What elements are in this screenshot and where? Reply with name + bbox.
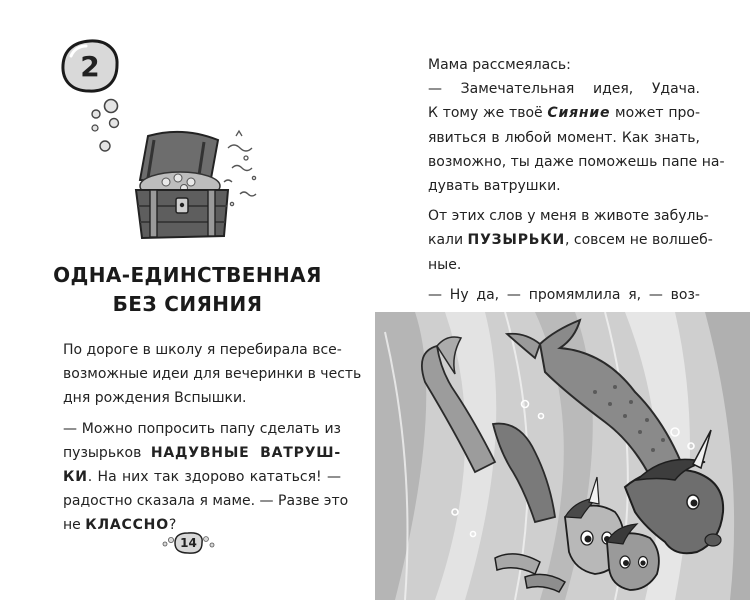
chapter-title (40, 261, 335, 319)
text-line: дня рождения Вспышки. (63, 390, 247, 407)
text-line: К тому же твоё Сияние может про- (428, 105, 700, 122)
text-line: — Ну да, — промямлила я, — воз- (428, 286, 700, 303)
page-number-badge (161, 531, 216, 555)
emphasis-text: Сияние (547, 105, 611, 122)
bubbles-icon (86, 98, 126, 156)
chapter-title-line-2: БЕЗ СИЯНИЯ (112, 292, 263, 316)
text-line: Мама рассмеялась: (428, 57, 571, 73)
chapter-number-badge (60, 38, 120, 94)
text-line: возможные идеи для вечеринки в честь (63, 366, 362, 383)
left-page-text (63, 338, 362, 538)
text-line: пузырьков НАДУВНЫЕ ВАТРУШ- (63, 444, 341, 461)
text-line: радостно сказала я маме. — Разве это (63, 493, 349, 510)
text-line: — Можно попросить папу сделать из (63, 420, 341, 437)
right-page-text (428, 53, 725, 331)
text-line: дувать ватрушки. (428, 178, 561, 195)
page-number: 14 (180, 536, 197, 550)
text-line: кали ПУЗЫРЬКИ, совсем не волшеб- (428, 232, 713, 249)
text-line: ные. (428, 256, 462, 273)
text-line: явиться в любой момент. Как знать, (428, 129, 700, 146)
text-line: возможно, ты даже поможешь папе на- (428, 153, 725, 170)
chapter-title-line-1: ОДНА-ЕДИНСТВЕННАЯ (53, 263, 322, 287)
chapter-number: 2 (80, 49, 100, 83)
sea-unicorns-illustration (375, 312, 750, 600)
text-line: не КЛАССНО? (63, 517, 177, 534)
emphasis-text: КЛАССНО (85, 517, 169, 534)
emphasis-text: КИ (63, 469, 88, 486)
text-line: КИ. На них так здорово кататься! — (63, 469, 341, 486)
text-line: — Замечательная идея, Удача. (428, 81, 700, 98)
text-line: От этих слов у меня в животе забуль- (428, 208, 709, 225)
emphasis-text: ПУЗЫРЬКИ (467, 232, 566, 249)
right-page (375, 0, 750, 600)
text-line: По дороге в школу я перебирала все- (63, 342, 342, 358)
treasure-chest-icon (128, 128, 263, 243)
emphasis-text: НАДУВНЫЕ ВАТРУШ- (150, 444, 341, 461)
